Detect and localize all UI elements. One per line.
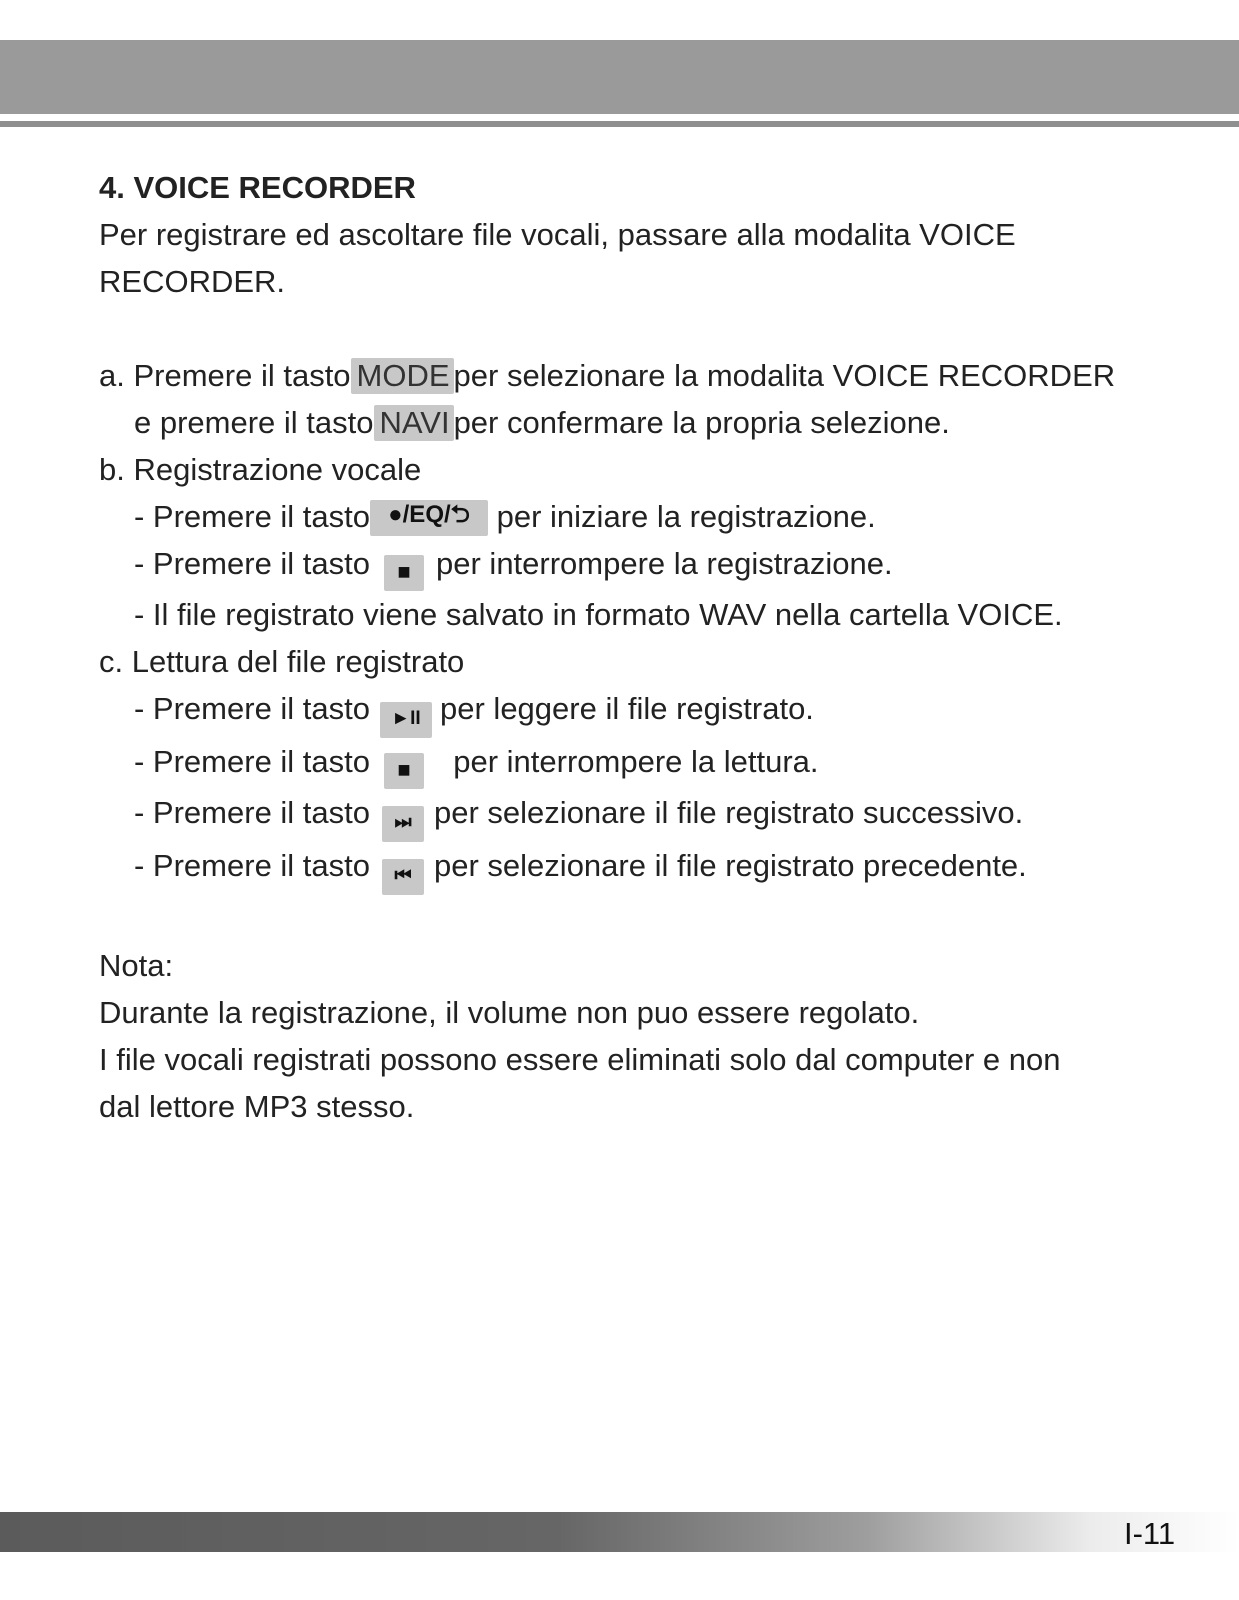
- step-b-item-file: - Il file registrato viene salvato in formato WAV nella cartella VOICE.: [134, 597, 1063, 632]
- play-pause-icon: ►II: [380, 702, 432, 738]
- intro-line-1: Per registrare ed ascoltare file vocali, passare alla modalita VOICE: [99, 217, 1016, 252]
- item-prefix: - Premere il tasto: [134, 744, 371, 779]
- stop-icon: ■: [384, 753, 424, 789]
- step-a-line2-suffix: per confermare la propria selezione.: [453, 405, 950, 440]
- step-c-item-stop: [99, 738, 1219, 789]
- page-number: I-11: [1124, 1516, 1176, 1551]
- item-suffix: per iniziare la registrazione.: [488, 499, 876, 534]
- step-c-item-previous: [99, 842, 1219, 895]
- step-c-item-next: [99, 789, 1219, 842]
- next-track-icon: ⏭: [382, 806, 424, 842]
- note-line-3: dal lettore MP3 stesso.: [99, 1089, 415, 1124]
- note-label: Nota:: [99, 948, 174, 983]
- item-suffix: per leggere il file registrato.: [440, 691, 814, 726]
- step-a-line-2: [99, 399, 1219, 446]
- item-suffix: per selezionare il file registrato precedente.: [434, 848, 1027, 883]
- step-a-line-1: [99, 352, 1219, 399]
- step-a-suffix: per selezionare la modalita VOICE RECORDER: [453, 358, 1116, 393]
- note-line-1: Durante la registrazione, il volume non puo essere regolato.: [99, 995, 920, 1030]
- step-c-item-play: [99, 685, 1219, 738]
- stop-icon: ■: [384, 555, 424, 591]
- intro-line-2: RECORDER.: [99, 264, 286, 299]
- record-eq-back-icon: ●/EQ/⮌: [370, 500, 488, 536]
- header-rule: [0, 121, 1239, 127]
- mode-key-label: MODE: [351, 358, 454, 394]
- item-prefix: - Premere il tasto: [134, 499, 371, 534]
- item-prefix: - Premere il tasto: [134, 795, 371, 830]
- item-suffix: per interrompere la lettura.: [436, 744, 819, 779]
- step-c-title: c. Lettura del file registrato: [99, 644, 465, 679]
- footer-band: [0, 1512, 1239, 1552]
- section-heading: 4. VOICE RECORDER: [99, 170, 416, 205]
- step-b-item-stop: [99, 540, 1219, 591]
- item-prefix: - Premere il tasto: [134, 691, 371, 726]
- navi-key-label: NAVI: [374, 405, 454, 441]
- item-suffix: per interrompere la registrazione.: [436, 546, 893, 581]
- note-line-2: I file vocali registrati possono essere eliminati solo dal computer e non: [99, 1042, 1061, 1077]
- item-suffix: per selezionare il file registrato successivo.: [434, 795, 1024, 830]
- step-b-title: b. Registrazione vocale: [99, 452, 422, 487]
- step-a-line2-prefix: e premere il tasto: [134, 405, 374, 440]
- spacer: [99, 895, 1219, 942]
- item-prefix: - Premere il tasto: [134, 546, 371, 581]
- step-b-item-record: [99, 493, 1219, 540]
- step-a-prefix: a. Premere il tasto: [99, 358, 351, 393]
- item-prefix: - Premere il tasto: [134, 848, 371, 883]
- header-band: [0, 40, 1239, 114]
- previous-track-icon: ⏮: [382, 859, 424, 895]
- spacer: [99, 305, 1219, 352]
- page-content: [99, 164, 1219, 1130]
